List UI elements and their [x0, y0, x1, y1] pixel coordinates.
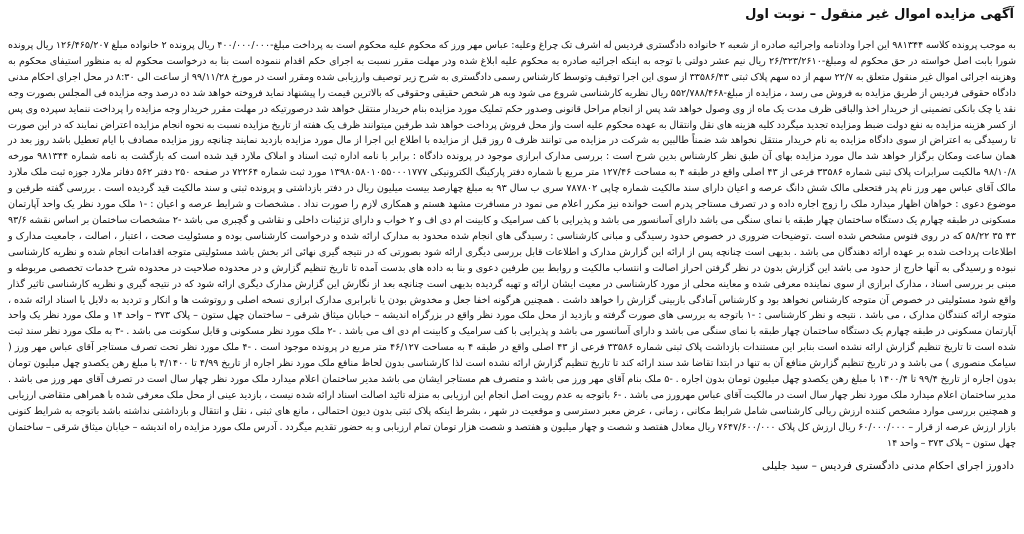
- notice-signature: دادورز اجرای احکام مدنی دادگستری فردیس – سید جلیلی: [762, 459, 1014, 472]
- notice-body-text: به موجب پرونده کلاسه ۹۸۱۳۴۴ این اجرا ودادنامه واجرائیه صادره از شعبه ۲ خانواده دادگستری فردیس له اشرف تک چراغ وعلیه: عباس مهر ورز که محکوم علیه محکوم است به پرداخت مبلغ-۴۰۰/۰۰۰/۰۰۰ ریال پرونده ۲ خانواده مبلغ ۱۲۶/۴۶۵/۲۰۷ ریال پرونده شورا بابت اصل خواسته در حق محکوم له ومبلغ-۲۶/۳۲۳/۲۶۱۰ ریال نیم عشر دولتی با توجه به اینکه اجرائیه صادره به محکوم علیه ابلاغ شده ودر مهلت مقرر نسبت به اجرای حکم اقدام ننموده است بنا به درخواست محکوم له به منظور استیفای محکوم به وهزینه اجرائی اموال غیر منقول متعلق به ۲۲/۷ سهم از ده سهم پلاک ثبتی ۳۳۵۸۶/۴۳ از سوی این اجرا توقیف وتوسط کارشناس رسمی دادگستری به شرح زیر توصیف وارزیابی شده ومقرر است در مورخ ۹۹/۱۱/۲۸ از ساعت الی ۸:۳۰ در محل اجرای احکام مدنی دادگاه حقوقی فردیس از طریق مزایده به فروش می رسد ، مزایده از مبلغ-۵۵۲/۷۸۸/۴۶۸ ریال نظریه کارشناسی شروع می شود وبه هر شخص حقیقی وحقوقی که بالاترین قیمت را پیشنهاد نماید فروخته خواهد شد ده درصد وجه مزایده فی المجلس بصورت وجه نقد یا چک بانکی تضمینی از خریدار اخذ والباقی ظرف مدت یک ماه از وی وصول خواهد شد پس از انجام مراحل قانونی وصدور حکم تملیک مورد مزایده بنام خریدار منتقل خواهد شد درصورتیکه در مهلت مقرر خریدار وجه مزایده را پرداخت ننماید سپرده وی پس از کسر هزینه مزایده به نفع دولت ضبط ومزایده تجدید میگردد کلیه هزینه های نقل وانتقال به عهده محکوم علیه است واز محل فروش پرداخت خواهد شد طرفین میتوانند ظرف یک هفته از تاریخ مزایده نسبت به نحوه انجام مزایده اعتراض نمایند که در این صورت تا رسیدگی به اعتراض از سوی دادگاه مزایده به نام خریدار منتقل نخواهد شد ضمناً طالبین به شرکت در مزایده می توانند ظرف ۵ روز قبل از مزایده با اطلاع این اجرا از مال مورد مزایده بازدید نمایند چنانچه روز مزایده مصادف با ایام تعطیل باشد روز بعد در همان ساعت ومکان برگزار خواهد شد مال مورد مزایده بهای آن طبق نظر کارشناس بدین شرح است : بررسی مدارک ابرازی موجود در پرونده دادگاه : برابر با نامه اداره ثبت اسناد و املاک ملارد قید شده است که بازگشت به نامه شماره ۹۸۱۳۴۴ مورخه ۹۸/۱۰/۸ مالکیت سرابرات پلاک ثبتی شماره ۳۳۵۸۶ فرعی از ۴۳ اصلی واقع در طبقه ۴ به مساحت ۱۲۷/۴۶ متر مربع با شماره دفتر پارکینگ الکترونیکی ۱۳۹۸۰۵۸۰۱۰۵۵۰۰۰۱۷۷۷ مورد ثبت شماره ۷۲۲۶۴ در صفحه ۲۵۰ دفتر ۵۶۲ دفاتر ملارد جوزه ثبت ملک ملارد مالک آقای عباس مهر ورز نام پدر فتحعلی مالک شش دانگ عرصه و اعیان دارای سند مالکیت شماره چاپی ۷۸۷۸۰۲ سری ب سال ۹۳ به مبلغ چهارصد بیست میلیون ریال در دفتر بازداشتی و پرونده ثبتی و سند مالکیت قید گردیده است . بررسی گفته طرفین و موضوع دعوی : خواهان اظهار میدارد ملک را زوج اجاره داده و در تصرف مستاجر پدرم است خوانده نیز مکرر اعلام می نمود در مسافرت مشهد هستم و همکاری لازم را صورت نداد . مشخصات و شرایط عرصه و اعیان : -۱ ملک مورد نظر یک واحد آپارتمان مسکونی در طبقه چهارم یک دستگاه ساختمان چهار طبقه با نمای سنگی می باشد دارای آسانسور می باشد و پذیرایی با کف سرامیک و کابینت ام دی اف و ۲ خواب و دارای تزئینات داخلی و نقاشی و گچبری می باشد -۲ مشخصات ساختمان بر اساس نقشه ۹۳/۶ ۴۳ ۳۵ ۵۸/۲۲ که در روی فتوس مشخص شده است .توضیحات ضروری در خصوص حدود رسیدگی و مبانی کارشناسی : رسیدگی های انجام شده محدود به مدارک ارائه شده و درخواست کارشناسی بوده و مسئولیت صحت ، اعتبار ، اصالت ، جامعیت مدارک و اطلاعات پرداخت شده بر عهده ارائه دهندگان می باشد . بدیهی است چنانچه پس از ارائه این گزارش مدارک و اطلاعات قابل بررسی دیگری ارائه شود بصورتی که در نتیجه گیری نهائی اثر بخش باشد مسئولیتی متوجه اقدامات انجام شده و نظریه کارشناسی نبوده و رسیدگی به آنها خارج از حدود می باشد این گزارش بدون در نظر گرفتن احراز اصالت و انتساب مالکیت و روابط بین طرفین دعوی و بنا به داده های بدست آمده تا تاریخ تنظیم گزارش و در محدوده صلاحیت در محدوده شرح خدمات تخصصی مربوطه و مبنی بر بررسی اسناد ، مدارک ابرازی از سوی نماینده معرفی شده و معاینه محلی از مورد کارشناسی در معیت ایشان ارائه و تهیه گردیده بدیهی است چنانچه بعد از نگارش این گزارش مدارک دیگری ارائه شود که در نتیجه گیری و نظریه کارشناسی تاثیر گذار واقع شود مسئولیتی در خصوص آن متوجه کارشناس نخواهد بود و کارشناس آمادگی بازبینی گزارش را خواهد داشت . همچنین هرگونه اخفا جعل و مخدوش بودن یا نابرابری مدارک ابرازی نسخه اصلی و روتوشت ها و انکار و تردید به دلایل یا اسناد ارائه شده ، متوجه ارائه کنندگان مدارک ، می باشد . نتیجه و نظر کارشناسی : -۱ باتوجه به بررسی های صورت گرفته و بازدید از محل ملک مورد نظر واقع در بزرگراه اندیشه – خیابان میثاق شرقی – ساختمان چهل ستون – پلاک ۳۷۳ – واحد ۱۴ و ملک مورد نظر یک واحد آپارتمان مسکونی در طبقه چهارم یک دستگاه ساختمان چهار طبقه با نمای سنگی می باشد و دارای آسانسور می باشد و پذیرایی با کف سرامیک و کابینت ام دی اف می باشد . -۲ ملک مورد نظر مسکونی و قابل سکونت می باشد . -۳ به ملک مورد نظر سند ثبت شده است تا تاریخ تنظیم گزارش ارائه نشده است بنابر این مستندات بازداشت پلاک ثبتی شماره ۳۳۵۸۶ فرعی از ۴۳ اصلی واقع در طبقه ۴ به مساحت ۴۶/۱۲۷ متر مربع در پرونده موجود است . -۴ ملک مورد نظر تحت تصرف مستاجر آقای عباس مهر ورز ( سیامک منصوری ) می باشد و در تاریخ تنظیم گزارش منافع آن به تنها در ابتدا تقاضا شد سند ارائه کند تا تاریخ تنظیم گزارش ارائه نشده است لذا کارشناسی بدون لحاظ منافع ملک مورد نظر اجاره از تاریخ ۴/۹۹ تا ۴/۱۴۰۰ با مبلغ رهن یکصدو چهل میلیون تومان بدون اجاره از تاریخ ۹۹/۴ تا ۱۴۰۰/۴ با مبلغ رهن یکصدو چهل میلیون تومان بدون اجاره . -۵ ملک بنام آقای مهر ورز می باشد و متصرف هم مستاجر ایشان می باشد مدیر ساختمان اعلام میدارد ملک مورد نظر چهار سال است در تصرف آقای مهر ورز می باشد . مدیر ساختمان اعلام میدارد ملک مورد نظر چهار سال است در مالکیت آقای عباس مهرورز می باشد . -۶ باتوجه به عدم رویت اصل انجام این ارزیابی به منزله تائید اصالت اسناد ارائه شده نیست ، بازدید عینی از محل ملک معرفی شده با همراهی متقاضی ارزیابی و همچنین بررسی موارد مشخص کننده ارزش ریالی کارشناسی شامل شرایط مکانی ، زمانی ، عرض معبر دسترسی و موقعیت در شهر ، بشرط اینکه پلاک ثبتی بدون دیون احتمالی ، مانع های ثبتی ، نقل و انتقال و بازداشتی نداشته باشد باتوجه به شرایط کنونی بازار ارزش عرصه از قرار – ۶۰/۰۰۰/۰۰۰ ریال ارزش کل پلاک ۷۶۴۷/۶۰۰/۰۰۰ ریال معادل هفتصد و شصت و چهار میلیون و هفتصد و شصت هزار تومان تمام ارزیابی و به حضور تقدیم میگردد . آدرس ملک مورد مزایده راه اندیشه – خیابان میثاق شرقی – ساختمان چهل ستون – پلاک ۳۷۳ – واحد ۱۴: [8, 40, 1017, 449]
- notice-title: آگهی مزایده اموال غیر منقول – نوبت اول: [745, 7, 1014, 22]
